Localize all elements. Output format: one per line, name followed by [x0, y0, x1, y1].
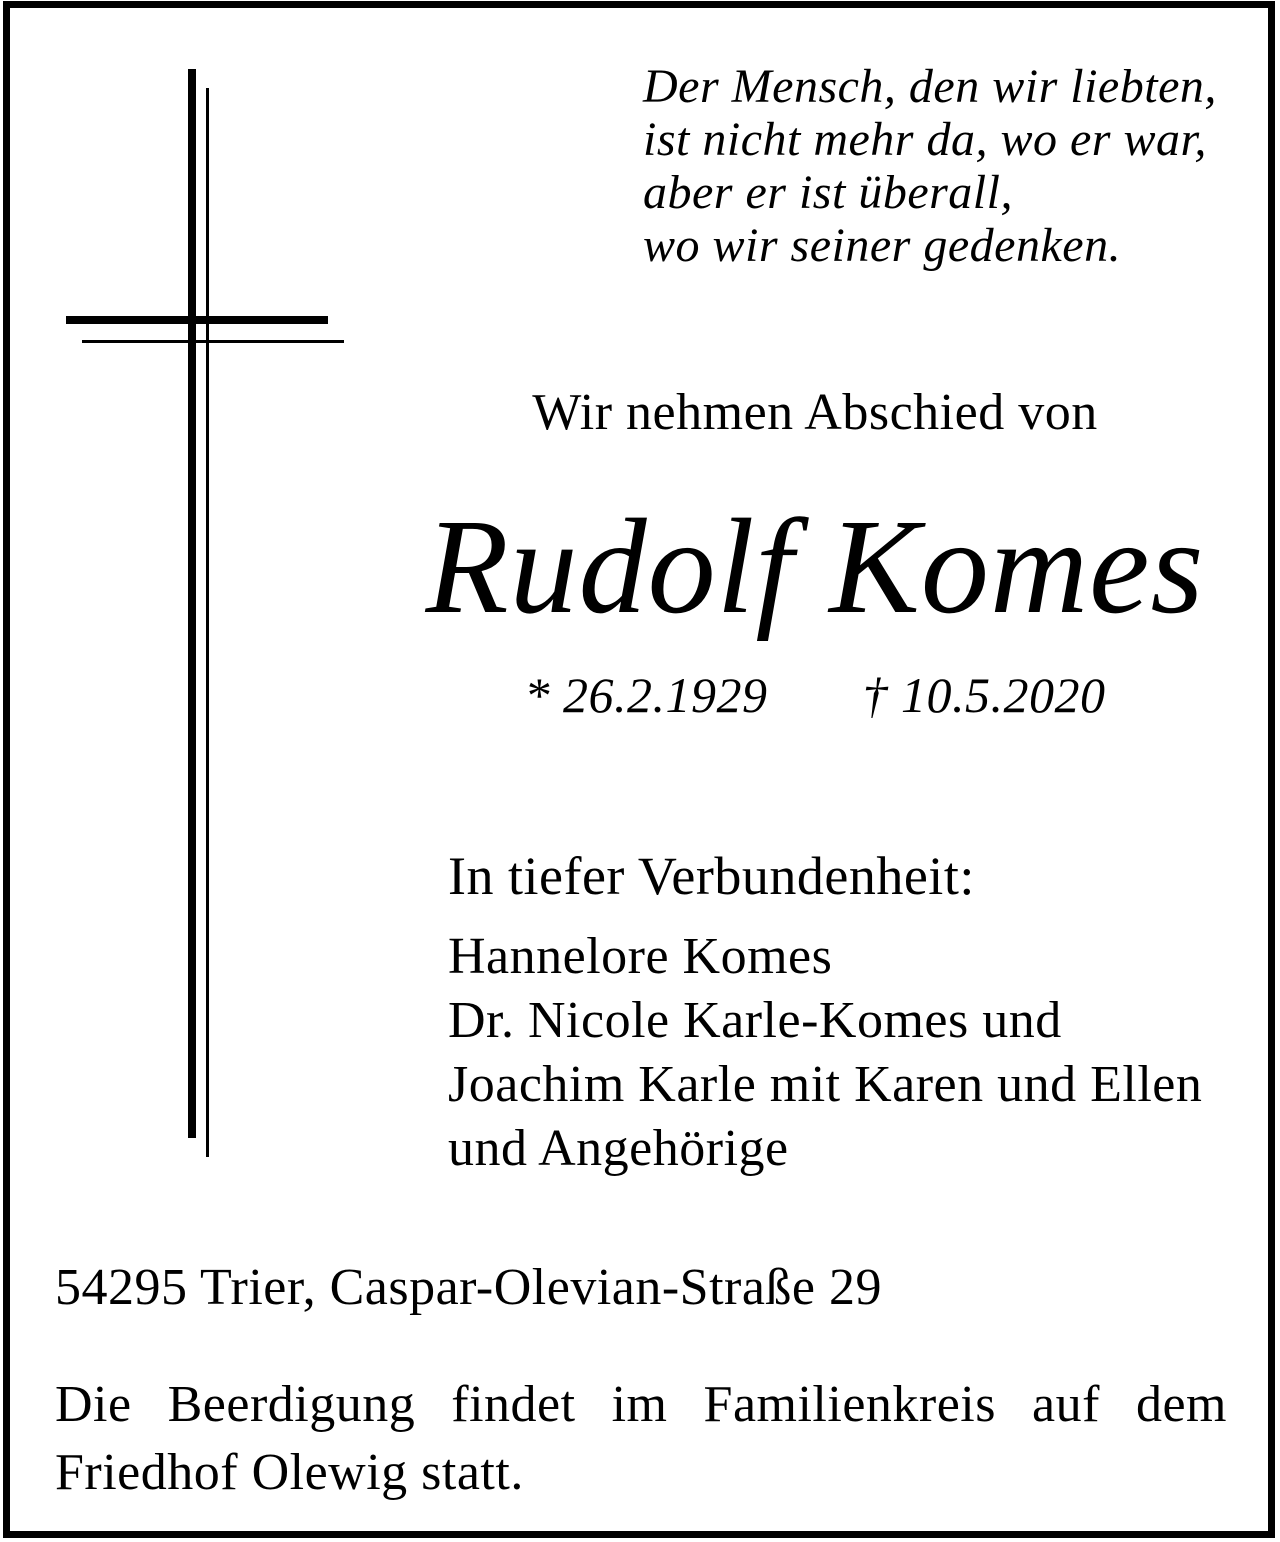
cross-vertical-thick-line: [188, 69, 196, 1138]
deceased-name: Rudolf Komes: [425, 492, 1205, 642]
condolence-heading: In tiefer Verbundenheit:: [448, 846, 975, 906]
cross-horizontal-thick-line: [66, 316, 328, 324]
cross-horizontal-thin-line: [82, 340, 344, 343]
birth-date: * 26.2.1929: [524, 667, 768, 723]
memorial-poem: [643, 60, 1263, 272]
death-date: † 10.5.2020: [862, 667, 1106, 723]
mourner-line: Hannelore Komes: [448, 928, 833, 985]
mourners-list: [448, 925, 1238, 1181]
farewell-intro-text: Wir nehmen Abschied von: [532, 384, 1098, 441]
mourner-line: Joachim Karle mit Karen und Ellen: [448, 1056, 1203, 1113]
poem-line: Der Mensch, den wir liebten,: [643, 60, 1217, 113]
poem-line: ist nicht mehr da, wo er war,: [643, 113, 1207, 166]
poem-line: aber er ist überall,: [643, 166, 1013, 219]
funeral-info-line1: Die Beerdigung findet im Familienkreis auf dem: [55, 1376, 1227, 1433]
life-dates: [385, 666, 1245, 724]
address-line: 54295 Trier, Caspar-Olevian-Straße 29: [55, 1259, 883, 1316]
mourner-line: Dr. Nicole Karle-Komes und: [448, 992, 1062, 1049]
poem-line: wo wir seiner gedenken.: [643, 219, 1122, 272]
cross-vertical-thin-line: [206, 88, 209, 1157]
mourner-line: und Angehörige: [448, 1120, 789, 1177]
funeral-info-line2: Friedhof Olewig statt.: [55, 1444, 524, 1501]
